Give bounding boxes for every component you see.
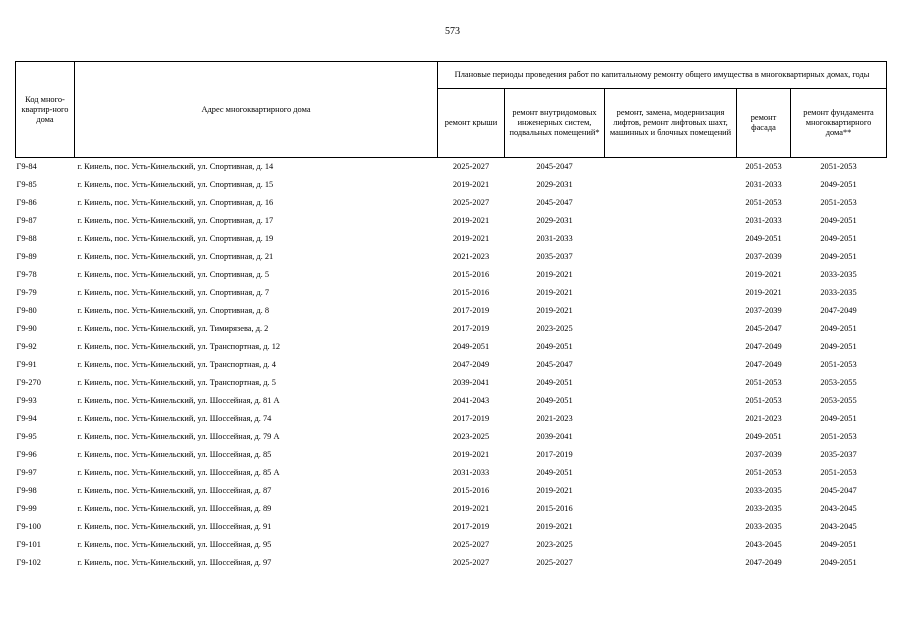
cell-address: г. Кинель, пос. Усть-Кинельский, ул. Шоссейная, д. 91 (77, 522, 272, 531)
cell-roof: 2015-2016 (452, 486, 490, 495)
table-row (16, 392, 887, 410)
cell-code: Г9-80 (16, 306, 37, 315)
cell-foundation: 2049-2051 (820, 234, 857, 243)
table-row (16, 518, 887, 536)
cell-foundation: 2043-2045 (820, 522, 857, 531)
cell-roof: 2039-2041 (452, 378, 490, 387)
cell-facade: 2033-2035 (745, 522, 782, 531)
table-row (16, 176, 887, 194)
table-row (16, 320, 887, 338)
cell-code: Г9-88 (16, 234, 37, 243)
cell-lifts (605, 194, 737, 212)
cell-lifts (605, 248, 737, 266)
header-planned-periods: Плановые периоды проведения работ по капитальному ремонту общего имущества в многоквартирных домах, годы (438, 62, 887, 89)
cell-roof: 2047-2049 (452, 360, 490, 369)
table-row (16, 410, 887, 428)
cell-facade: 2033-2035 (745, 486, 782, 495)
cell-systems: 2023-2025 (536, 324, 573, 333)
header-systems: ремонт внутридомовых инженерных систем, подвальных помещений* (505, 89, 605, 158)
table-row (16, 482, 887, 500)
cell-lifts (605, 554, 737, 572)
cell-code: Г9-93 (16, 396, 37, 405)
cell-code: Г9-91 (16, 360, 37, 369)
cell-systems: 2049-2051 (536, 342, 573, 351)
cell-code: Г9-84 (16, 158, 75, 177)
cell-roof: 2019-2021 (452, 234, 490, 243)
cell-systems: 2019-2021 (536, 288, 573, 297)
cell-address: г. Кинель, пос. Усть-Кинельский, ул. Шоссейная, д. 79 А (77, 432, 280, 441)
cell-address: г. Кинель, пос. Усть-Кинельский, ул. Спортивная, д. 15 (77, 180, 274, 189)
header-facade: ремонт фасада (737, 89, 791, 158)
cell-roof: 2031-2033 (452, 468, 490, 477)
cell-address: г. Кинель, пос. Усть-Кинельский, ул. Шоссейная, д. 85 (77, 450, 272, 459)
cell-code: Г9-90 (16, 324, 37, 333)
table-header (16, 62, 887, 158)
cell-code: Г9-270 (16, 378, 41, 387)
cell-foundation: 2049-2051 (820, 252, 857, 261)
cell-facade: 2019-2021 (745, 270, 782, 279)
cell-roof: 2017-2019 (452, 522, 490, 531)
table-row (16, 284, 887, 302)
cell-roof: 2019-2021 (452, 504, 490, 513)
cell-facade: 2037-2039 (745, 306, 782, 315)
cell-address: г. Кинель, пос. Усть-Кинельский, ул. Спортивная, д. 17 (77, 216, 274, 225)
table-row (16, 500, 887, 518)
table-row (16, 302, 887, 320)
cell-facade: 2051-2053 (745, 468, 782, 477)
cell-address: г. Кинель, пос. Усть-Кинельский, ул. Шоссейная, д. 81 А (77, 396, 280, 405)
cell-lifts (605, 536, 737, 554)
cell-code: Г9-92 (16, 342, 37, 351)
cell-systems: 2015-2016 (536, 504, 573, 513)
header-foundation: ремонт фундамента многоквартирного дома** (791, 89, 887, 158)
table-row (16, 338, 887, 356)
cell-code: Г9-94 (16, 414, 37, 423)
cell-code: Г9-97 (16, 468, 37, 477)
cell-systems: 2049-2051 (536, 396, 573, 405)
cell-facade: 2037-2039 (745, 450, 782, 459)
cell-lifts (605, 446, 737, 464)
cell-address: г. Кинель, пос. Усть-Кинельский, ул. Шоссейная, д. 87 (77, 486, 272, 495)
cell-foundation: 2051-2053 (820, 360, 857, 369)
cell-lifts (605, 518, 737, 536)
cell-code: Г9-98 (16, 486, 37, 495)
cell-address: г. Кинель, пос. Усть-Кинельский, ул. Шоссейная, д. 97 (77, 558, 272, 567)
cell-systems: 2029-2031 (536, 216, 573, 225)
cell-code: Г9-89 (16, 252, 37, 261)
cell-systems: 2017-2019 (536, 450, 573, 459)
cell-address: г. Кинель, пос. Усть-Кинельский, ул. Спортивная, д. 21 (77, 252, 274, 261)
cell-systems: 2019-2021 (536, 270, 573, 279)
header-address: Адрес многоквартирного дома (75, 62, 438, 158)
cell-roof: 2049-2051 (452, 342, 490, 351)
cell-facade: 2019-2021 (745, 288, 782, 297)
cell-systems: 2045-2047 (505, 158, 605, 177)
cell-code: Г9-86 (16, 198, 37, 207)
cell-roof: 2017-2019 (452, 324, 490, 333)
cell-roof: 2017-2019 (452, 306, 490, 315)
cell-lifts (605, 464, 737, 482)
cell-systems: 2019-2021 (536, 486, 573, 495)
cell-lifts (605, 158, 737, 177)
cell-facade: 2021-2023 (745, 414, 782, 423)
cell-foundation: 2053-2055 (820, 396, 857, 405)
cell-foundation: 2053-2055 (820, 378, 857, 387)
table-row (16, 554, 887, 572)
table-row (16, 446, 887, 464)
cell-code: Г9-85 (16, 180, 37, 189)
cell-systems: 2045-2047 (536, 360, 573, 369)
table-row (16, 356, 887, 374)
cell-address: г. Кинель, пос. Усть-Кинельский, ул. Шоссейная, д. 89 (77, 504, 272, 513)
cell-lifts (605, 338, 737, 356)
cell-foundation: 2047-2049 (820, 306, 857, 315)
cell-foundation: 2049-2051 (820, 540, 857, 549)
cell-roof: 2025-2027 (452, 540, 490, 549)
table-body (16, 158, 887, 573)
cell-lifts (605, 176, 737, 194)
page-number: 573 (445, 26, 460, 37)
cell-systems: 2031-2033 (536, 234, 573, 243)
cell-facade: 2047-2049 (745, 558, 782, 567)
table-row (16, 428, 887, 446)
cell-lifts (605, 302, 737, 320)
cell-lifts (605, 320, 737, 338)
cell-roof: 2017-2019 (452, 414, 490, 423)
cell-lifts (605, 482, 737, 500)
cell-lifts (605, 284, 737, 302)
cell-roof: 2021-2023 (452, 252, 490, 261)
table-row (16, 248, 887, 266)
cell-foundation: 2049-2051 (820, 342, 857, 351)
cell-roof: 2023-2025 (452, 432, 490, 441)
cell-foundation: 2051-2053 (820, 198, 857, 207)
cell-lifts (605, 266, 737, 284)
cell-systems: 2049-2051 (536, 378, 573, 387)
cell-address: г. Кинель, пос. Усть-Кинельский, ул. Шоссейная, д. 74 (77, 414, 272, 423)
cell-address: г. Кинель, пос. Усть-Кинельский, ул. Шоссейная, д. 85 А (77, 468, 280, 477)
cell-facade: 2033-2035 (745, 504, 782, 513)
cell-address: г. Кинель, пос. Усть-Кинельский, ул. Транспортная, д. 4 (77, 360, 276, 369)
cell-code: Г9-87 (16, 216, 37, 225)
cell-roof: 2041-2043 (452, 396, 490, 405)
cell-lifts (605, 212, 737, 230)
cell-roof: 2019-2021 (452, 180, 490, 189)
header-roof: ремонт крыши (438, 89, 505, 158)
cell-systems: 2023-2025 (536, 540, 573, 549)
cell-foundation: 2049-2051 (820, 324, 857, 333)
cell-code: Г9-101 (16, 540, 41, 549)
cell-lifts (605, 230, 737, 248)
cell-facade: 2031-2033 (745, 216, 782, 225)
table-row (16, 374, 887, 392)
cell-address: г. Кинель, пос. Усть-Кинельский, ул. Спортивная, д. 19 (77, 234, 274, 243)
cell-systems: 2021-2023 (536, 414, 573, 423)
cell-foundation: 2049-2051 (820, 414, 857, 423)
cell-foundation: 2045-2047 (820, 486, 857, 495)
table-row (16, 230, 887, 248)
cell-systems: 2045-2047 (536, 198, 573, 207)
cell-facade: 2047-2049 (745, 360, 782, 369)
cell-systems: 2019-2021 (536, 522, 573, 531)
cell-foundation: 2049-2051 (820, 180, 857, 189)
cell-address: г. Кинель, пос. Усть-Кинельский, ул. Спортивная, д. 7 (77, 288, 270, 297)
header-code: Код много-квартир-ного дома (16, 62, 75, 158)
cell-code: Г9-102 (16, 558, 41, 567)
cell-facade: 2051-2053 (745, 198, 782, 207)
cell-foundation: 2049-2051 (820, 216, 857, 225)
cell-lifts (605, 392, 737, 410)
cell-lifts (605, 374, 737, 392)
cell-facade: 2051-2053 (745, 378, 782, 387)
cell-address: г. Кинель, пос. Усть-Кинельский, ул. Транспортная, д. 12 (77, 342, 281, 351)
cell-address: г. Кинель, пос. Усть-Кинельский, ул. Спортивная, д. 14 (75, 158, 438, 177)
cell-roof: 2015-2016 (452, 270, 490, 279)
cell-foundation: 2043-2045 (820, 504, 857, 513)
cell-facade: 2049-2051 (745, 432, 782, 441)
cell-systems: 2029-2031 (536, 180, 573, 189)
cell-foundation: 2033-2035 (820, 270, 857, 279)
cell-roof: 2015-2016 (452, 288, 490, 297)
header-lifts: ремонт, замена, модернизация лифтов, ремонт лифтовых шахт, машинных и блочных помещений (605, 89, 737, 158)
cell-code: Г9-99 (16, 504, 37, 513)
cell-foundation: 2033-2035 (820, 288, 857, 297)
cell-facade: 2045-2047 (745, 324, 782, 333)
cell-facade: 2051-2053 (745, 396, 782, 405)
cell-code: Г9-95 (16, 432, 37, 441)
cell-foundation: 2051-2053 (820, 432, 857, 441)
table-row (16, 212, 887, 230)
cell-address: г. Кинель, пос. Усть-Кинельский, ул. Транспортная, д. 5 (77, 378, 276, 387)
cell-address: г. Кинель, пос. Усть-Кинельский, ул. Спортивная, д. 16 (77, 198, 274, 207)
cell-code: Г9-100 (16, 522, 41, 531)
cell-lifts (605, 428, 737, 446)
cell-address: г. Кинель, пос. Усть-Кинельский, ул. Тимирязева, д. 2 (77, 324, 269, 333)
cell-foundation: 2049-2051 (820, 558, 857, 567)
cell-foundation: 2051-2053 (820, 468, 857, 477)
capital-repair-table (15, 61, 887, 572)
table-row (16, 536, 887, 554)
cell-roof: 2025-2027 (452, 558, 490, 567)
cell-facade: 2037-2039 (745, 252, 782, 261)
cell-systems: 2039-2041 (536, 432, 573, 441)
cell-systems: 2035-2037 (536, 252, 573, 261)
cell-address: г. Кинель, пос. Усть-Кинельский, ул. Спортивная, д. 8 (77, 306, 270, 315)
cell-code: Г9-78 (16, 270, 37, 279)
table-row (16, 464, 887, 482)
cell-systems: 2025-2027 (536, 558, 573, 567)
cell-code: Г9-96 (16, 450, 37, 459)
cell-code: Г9-79 (16, 288, 37, 297)
cell-lifts (605, 356, 737, 374)
cell-foundation: 2035-2037 (820, 450, 857, 459)
table-row (16, 266, 887, 284)
cell-lifts (605, 500, 737, 518)
cell-address: г. Кинель, пос. Усть-Кинельский, ул. Спортивная, д. 5 (77, 270, 270, 279)
cell-facade: 2043-2045 (745, 540, 782, 549)
table-row (16, 158, 887, 177)
cell-facade: 2047-2049 (745, 342, 782, 351)
cell-roof: 2019-2021 (452, 216, 490, 225)
cell-lifts (605, 410, 737, 428)
table-row (16, 194, 887, 212)
cell-facade: 2031-2033 (745, 180, 782, 189)
cell-systems: 2049-2051 (536, 468, 573, 477)
cell-facade: 2051-2053 (737, 158, 791, 177)
cell-foundation: 2051-2053 (791, 158, 887, 177)
cell-systems: 2019-2021 (536, 306, 573, 315)
cell-roof: 2019-2021 (452, 450, 490, 459)
cell-roof: 2025-2027 (452, 198, 490, 207)
cell-roof: 2025-2027 (438, 158, 505, 177)
cell-address: г. Кинель, пос. Усть-Кинельский, ул. Шоссейная, д. 95 (77, 540, 272, 549)
cell-facade: 2049-2051 (745, 234, 782, 243)
